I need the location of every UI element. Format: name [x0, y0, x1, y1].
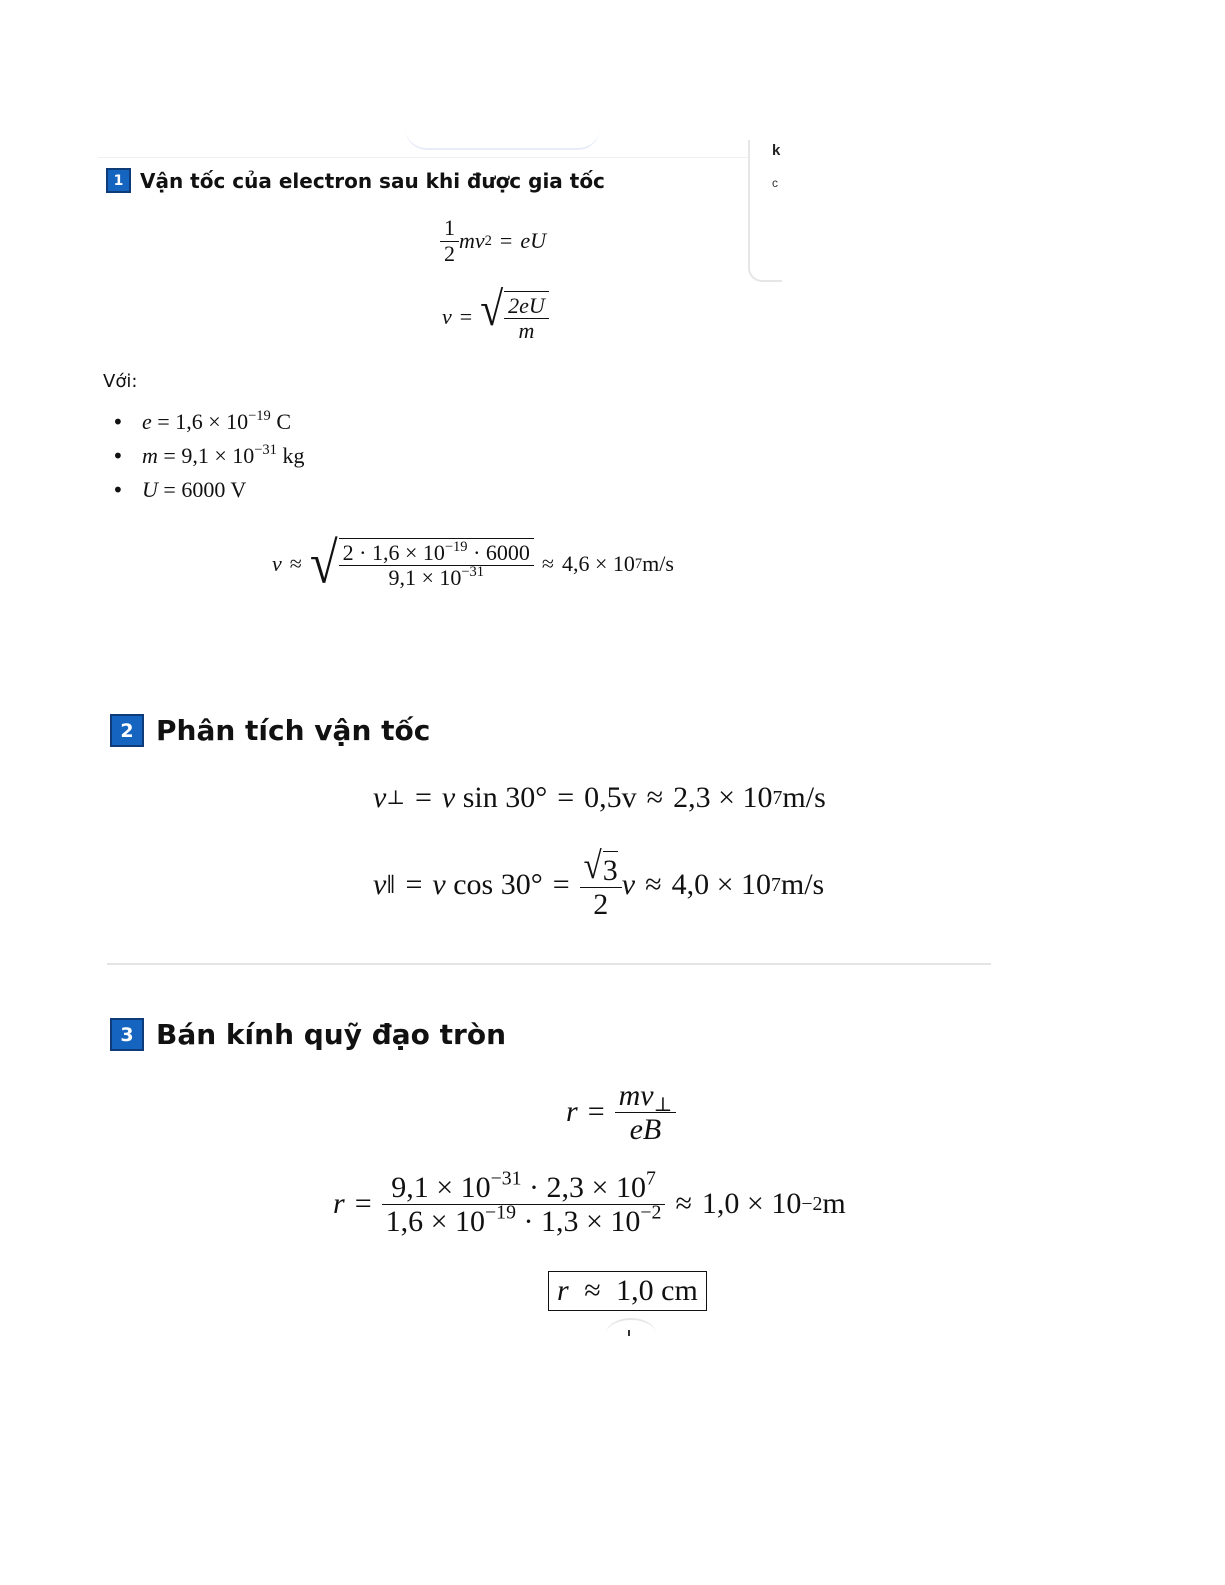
- equation-velocity: v = √ $\frac{2eU}{m}$: [442, 284, 549, 350]
- equation-v-parallel: v ∥ = v cos 30° = √ 3 2 v ≈ 4,0 × 10 7 m/s: [373, 845, 825, 921]
- section-3-heading: [110, 1018, 506, 1051]
- side-card-text-1: k: [772, 142, 781, 159]
- top-divider: [98, 157, 748, 158]
- section-3-badge: 3: [110, 1018, 144, 1051]
- scroll-icon: [628, 1330, 630, 1336]
- section-2-badge: 2: [110, 714, 144, 747]
- equation-radius: r = $\frac{mv_\perp}{eB}$: [566, 1072, 676, 1152]
- list-item: • $e = 1,6 \times 10^{-19}$ C: [112, 405, 304, 439]
- side-card-fragment: [748, 140, 782, 282]
- equation-v-perp: v ⊥ = v sin 30° = 0,5v ≈ 2,3 × 10 7 m/s: [373, 781, 826, 814]
- with-label: Với:: [103, 371, 138, 392]
- section-2-heading: [110, 714, 430, 747]
- given-values-list: [112, 405, 304, 507]
- section-3-title: Bán kính quỹ đạo tròn: [156, 1018, 507, 1051]
- final-result-box: r ≈ 1,0 cm: [548, 1266, 707, 1316]
- equation-radius-value: r = $\frac{9,1 \times 10^{-31} \cdot 2,3 \times 10^7}{1,6 \times 10^{-19} \cdot 1,3 \times 10^{-2}}$ ≈ 1,0 × 10 −2 m: [333, 1167, 846, 1238]
- list-item: • $m = 9,1 \times 10^{-31}$ kg: [112, 439, 304, 473]
- section-2-title: Phân tích vận tốc: [156, 714, 431, 747]
- top-panel-fragment: [405, 128, 600, 150]
- list-item: • U = 6000 V: [112, 473, 304, 507]
- section-divider: [107, 963, 991, 965]
- equation-energy: $\frac{1}{2}$ m v 2 = e U: [440, 214, 546, 268]
- equation-velocity-value: v ≈ √ $\frac{2 \cdot 1,6 \times 10^{-19} \cdot 6000}{9,1 \times 10^{-31}}$ ≈ 4,6 × 10 7 m/s: [272, 530, 674, 595]
- section-1-heading: [106, 168, 605, 193]
- side-card-text-2: c: [772, 176, 778, 190]
- section-1-badge: 1: [106, 168, 131, 193]
- section-1-title: Vận tốc của electron sau khi được gia tốc: [140, 168, 605, 193]
- scroll-button-fragment[interactable]: [606, 1318, 656, 1350]
